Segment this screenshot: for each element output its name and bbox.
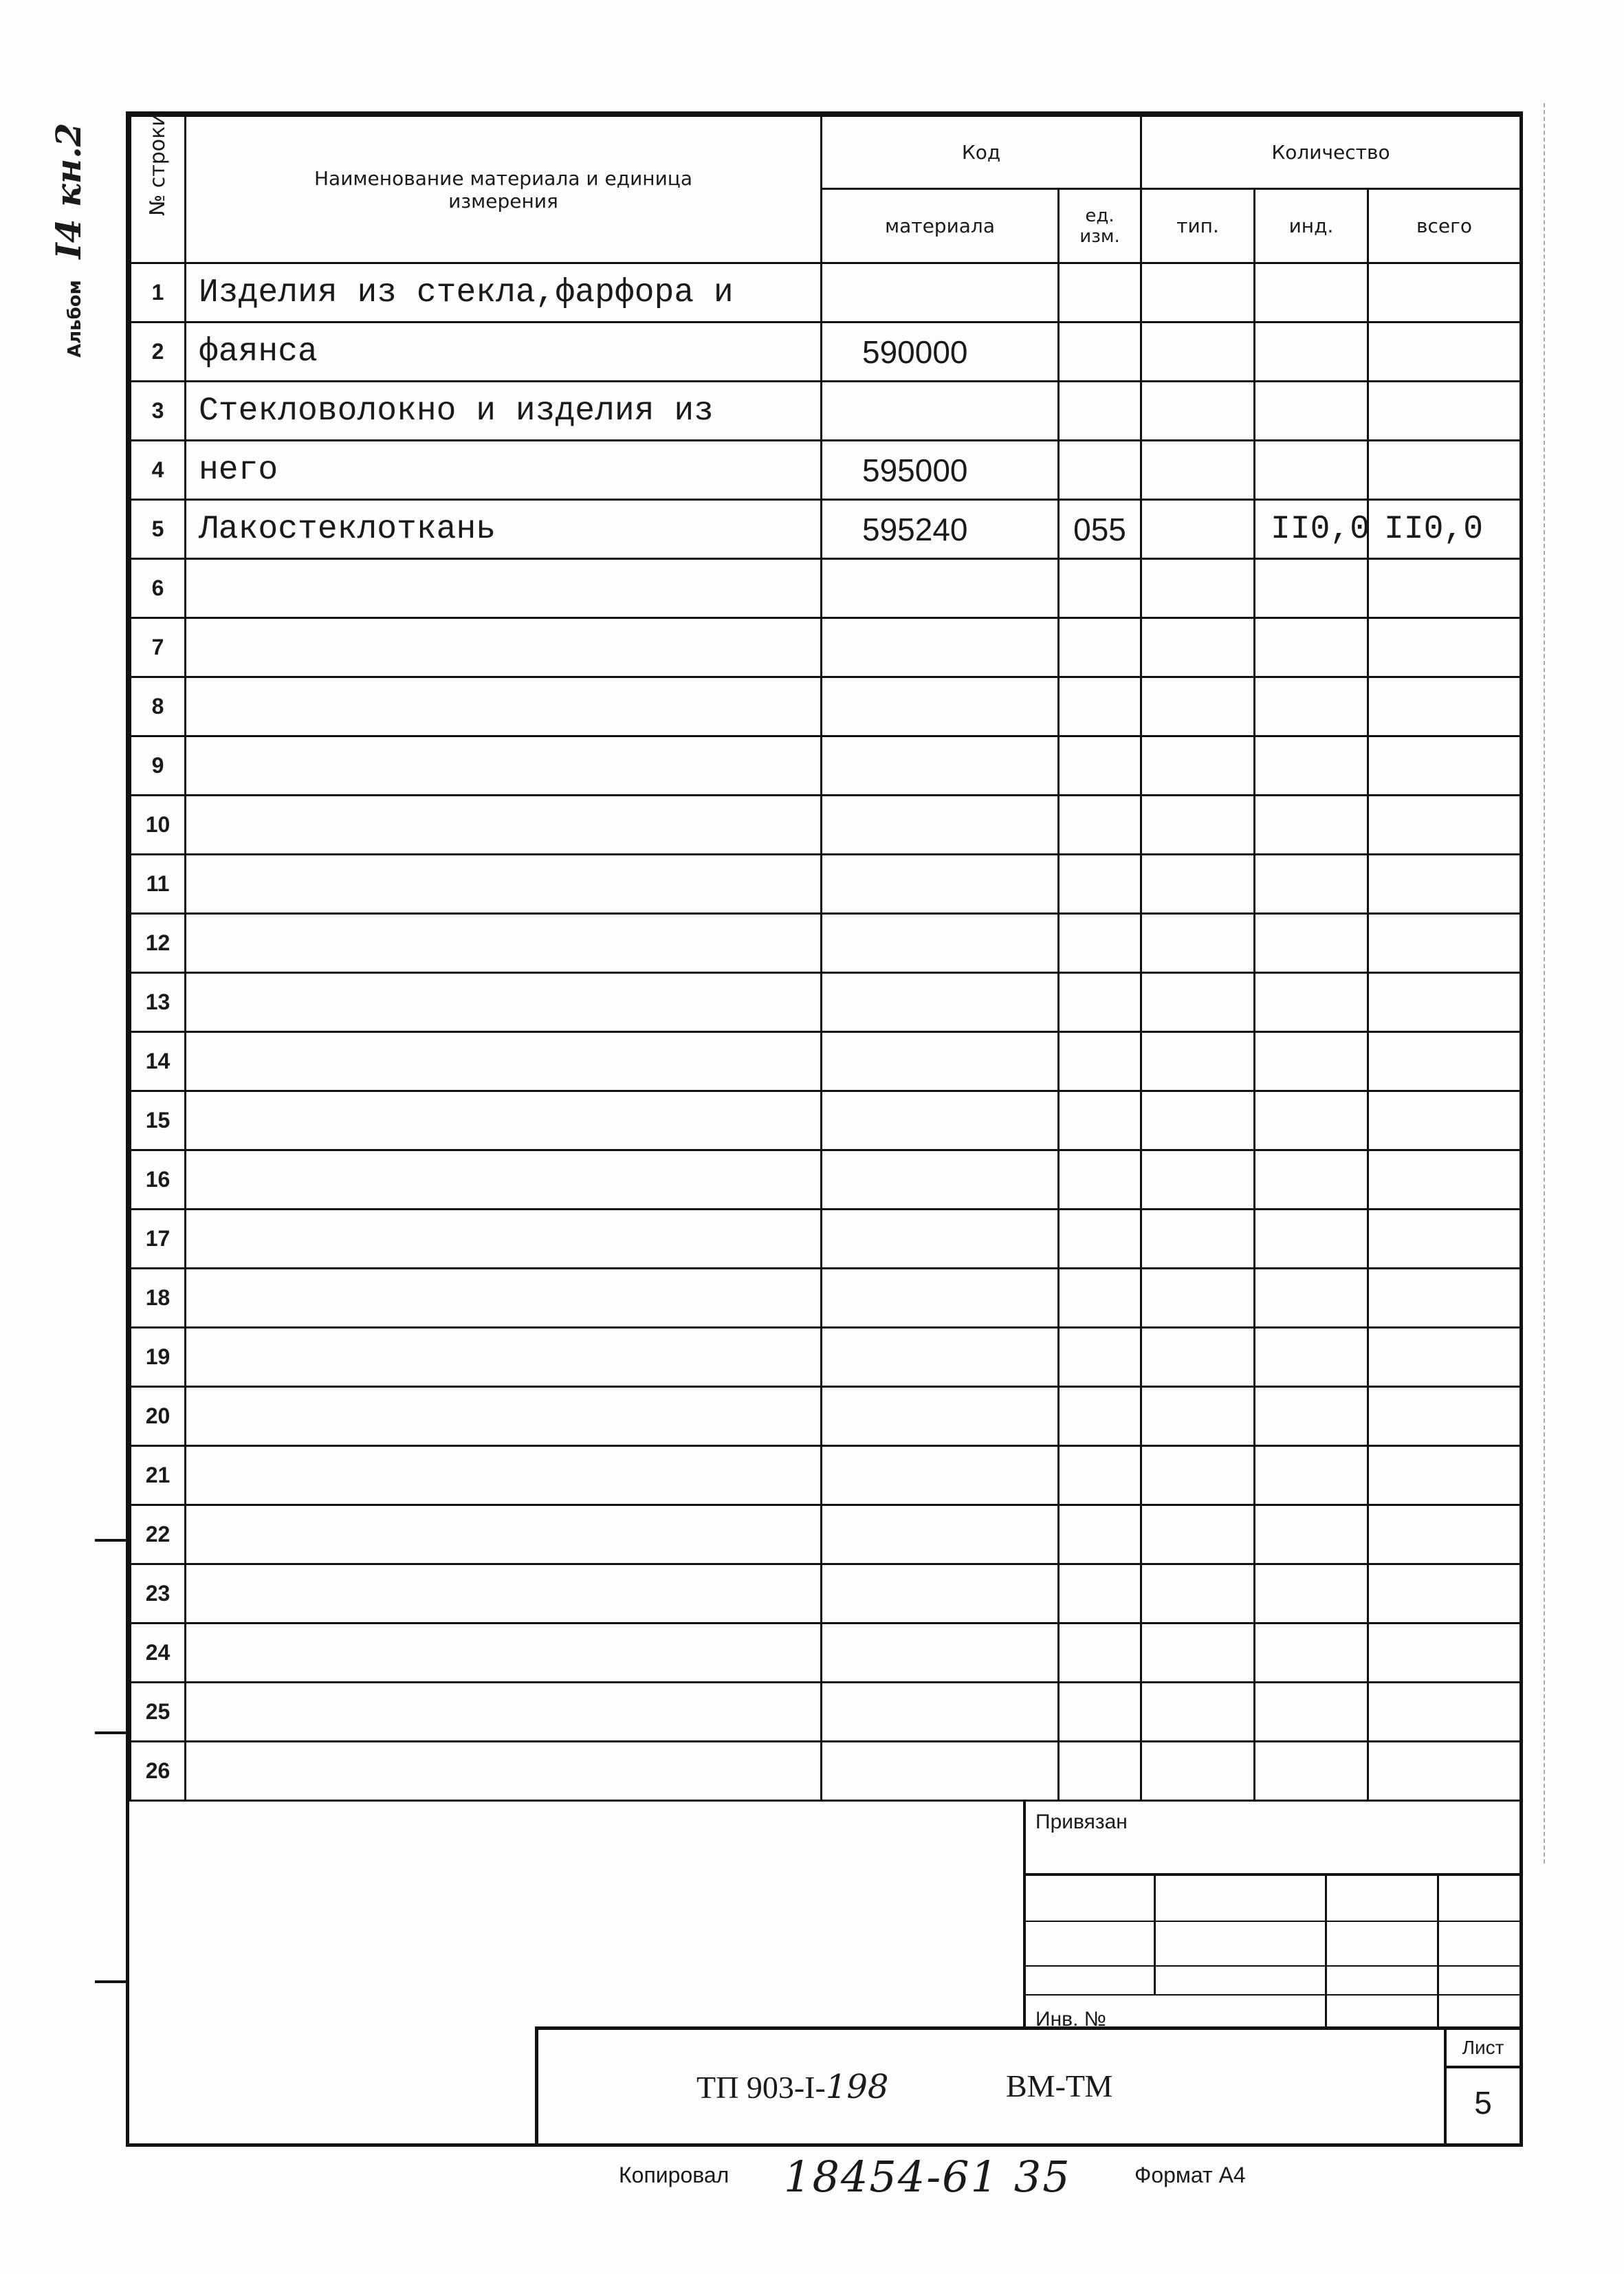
material-name-cell bbox=[186, 796, 822, 855]
material-code-cell: 590000 bbox=[822, 322, 1059, 382]
table-row bbox=[131, 1742, 1521, 1801]
qty-ind-cell bbox=[1255, 1210, 1368, 1269]
row-number-cell: 16 bbox=[131, 1150, 186, 1210]
grid-line bbox=[1026, 1921, 1519, 1922]
qty-type-cell bbox=[1141, 1150, 1255, 1210]
qty-total-cell bbox=[1368, 441, 1521, 500]
material-code-cell bbox=[822, 1091, 1059, 1150]
qty-ind-cell bbox=[1255, 1150, 1368, 1210]
qty-type-cell bbox=[1141, 1328, 1255, 1387]
row-number-cell: 23 bbox=[131, 1564, 186, 1623]
row-number-cell: 22 bbox=[131, 1505, 186, 1564]
table-row bbox=[131, 441, 1521, 500]
material-name-cell bbox=[186, 618, 822, 677]
unit-code-cell bbox=[1059, 1091, 1141, 1150]
qty-type-cell bbox=[1141, 1269, 1255, 1328]
qty-total-cell bbox=[1368, 1683, 1521, 1742]
qty-total-cell bbox=[1368, 736, 1521, 796]
material-name-cell bbox=[186, 1623, 822, 1683]
unit-code-cell bbox=[1059, 1387, 1141, 1446]
unit-code-cell bbox=[1059, 1269, 1141, 1328]
qty-ind-cell bbox=[1255, 1269, 1368, 1328]
row-number-cell: 10 bbox=[131, 796, 186, 855]
material-code-cell bbox=[822, 736, 1059, 796]
row-number-cell: 1 bbox=[131, 263, 186, 322]
unit-code-cell bbox=[1059, 1210, 1141, 1269]
qty-total-cell bbox=[1368, 1623, 1521, 1683]
table-row bbox=[131, 1210, 1521, 1269]
qty-ind-cell bbox=[1255, 1683, 1368, 1742]
qty-total-cell bbox=[1368, 855, 1521, 914]
row-number-cell: 13 bbox=[131, 973, 186, 1032]
material-name-cell bbox=[186, 1328, 822, 1387]
table-row bbox=[131, 618, 1521, 677]
qty-type-cell bbox=[1141, 441, 1255, 500]
code-group-header: Код bbox=[822, 116, 1141, 189]
table-row bbox=[131, 500, 1521, 559]
row-number-cell: 19 bbox=[131, 1328, 186, 1387]
qty-type-cell bbox=[1141, 1091, 1255, 1150]
quantity-group-header: Количество bbox=[1141, 116, 1521, 189]
row-number-cell: 4 bbox=[131, 441, 186, 500]
unit-code-cell bbox=[1059, 1328, 1141, 1387]
unit-code-cell bbox=[1059, 1623, 1141, 1683]
qty-total-cell bbox=[1368, 1091, 1521, 1150]
unit-code-cell bbox=[1059, 441, 1141, 500]
material-code-cell bbox=[822, 1032, 1059, 1091]
code-material-header: материала bbox=[822, 189, 1059, 263]
unit-code-cell bbox=[1059, 1742, 1141, 1801]
qty-total-cell: II0,0 bbox=[1368, 500, 1521, 559]
table-row bbox=[131, 1150, 1521, 1210]
table-row bbox=[131, 1683, 1521, 1742]
material-name-cell: фаянса bbox=[186, 322, 822, 382]
material-code-cell bbox=[822, 796, 1059, 855]
qty-total-cell bbox=[1368, 1505, 1521, 1564]
material-name-cell bbox=[186, 1269, 822, 1328]
material-code-cell bbox=[822, 973, 1059, 1032]
qty-type-cell bbox=[1141, 382, 1255, 441]
table-row bbox=[131, 559, 1521, 618]
qty-ind-cell bbox=[1255, 618, 1368, 677]
qty-type-cell bbox=[1141, 1742, 1255, 1801]
binding-box bbox=[1023, 1801, 1519, 2031]
row-number-cell: 11 bbox=[131, 855, 186, 914]
material-code-cell bbox=[822, 1446, 1059, 1505]
format-label: Формат А4 bbox=[1134, 2163, 1246, 2187]
table-row bbox=[131, 1564, 1521, 1623]
qty-total-cell bbox=[1368, 322, 1521, 382]
qty-type-cell bbox=[1141, 1623, 1255, 1683]
qty-ind-cell bbox=[1255, 1564, 1368, 1623]
qty-total-cell bbox=[1368, 1328, 1521, 1387]
qty-ind-cell: II0,0 bbox=[1255, 500, 1368, 559]
qty-total-cell bbox=[1368, 914, 1521, 973]
material-name-cell: Изделия из стекла,фарфора и bbox=[186, 263, 822, 322]
title-block bbox=[535, 2026, 1519, 2143]
qty-type-cell bbox=[1141, 1446, 1255, 1505]
qty-type-cell bbox=[1141, 1505, 1255, 1564]
row-number-cell: 26 bbox=[131, 1742, 186, 1801]
qty-total-cell bbox=[1368, 677, 1521, 736]
qty-total-cell bbox=[1368, 1150, 1521, 1210]
unit-code-cell bbox=[1059, 1564, 1141, 1623]
code-unit-header: ед. изм. bbox=[1059, 189, 1141, 263]
table-row bbox=[131, 796, 1521, 855]
margin-tick bbox=[95, 1539, 129, 1542]
qty-total-cell bbox=[1368, 263, 1521, 322]
qty-total-cell bbox=[1368, 1387, 1521, 1446]
row-number-cell: 6 bbox=[131, 559, 186, 618]
table-row bbox=[131, 855, 1521, 914]
unit-code-cell bbox=[1059, 914, 1141, 973]
grid-line bbox=[1437, 1876, 1439, 2029]
stamp-area bbox=[129, 1801, 1519, 2143]
material-code-cell bbox=[822, 1742, 1059, 1801]
material-name-cell bbox=[186, 1150, 822, 1210]
album-number: I4 кн.2 bbox=[48, 122, 89, 259]
qty-total-cell bbox=[1368, 796, 1521, 855]
unit-code-cell bbox=[1059, 1683, 1141, 1742]
material-code-cell: 595000 bbox=[822, 441, 1059, 500]
qty-type-cell bbox=[1141, 1683, 1255, 1742]
qty-type-cell bbox=[1141, 677, 1255, 736]
material-code-cell bbox=[822, 677, 1059, 736]
row-number-cell: 8 bbox=[131, 677, 186, 736]
sheet-number: 5 bbox=[1474, 2085, 1492, 2121]
unit-code-cell bbox=[1059, 855, 1141, 914]
material-name-cell bbox=[186, 1032, 822, 1091]
document-mark: ВМ-ТМ bbox=[1006, 2068, 1113, 2103]
row-number-cell: 12 bbox=[131, 914, 186, 973]
qty-type-cell bbox=[1141, 500, 1255, 559]
qty-ind-cell bbox=[1255, 855, 1368, 914]
right-margin-rule bbox=[1544, 103, 1545, 1863]
row-number-cell: 24 bbox=[131, 1623, 186, 1683]
sheet-number-box bbox=[1444, 2030, 1519, 2143]
album-side-label bbox=[48, 123, 89, 358]
grid-line bbox=[1325, 1876, 1327, 2029]
material-code-cell bbox=[822, 1623, 1059, 1683]
qty-ind-cell bbox=[1255, 263, 1368, 322]
table-row bbox=[131, 263, 1521, 322]
material-name-cell bbox=[186, 1564, 822, 1623]
material-code-cell bbox=[822, 1387, 1059, 1446]
qty-ind-cell bbox=[1255, 559, 1368, 618]
qty-type-cell bbox=[1141, 559, 1255, 618]
material-name-cell bbox=[186, 855, 822, 914]
material-name-cell: Лакостеклоткань bbox=[186, 500, 822, 559]
unit-code-cell bbox=[1059, 736, 1141, 796]
row-number-cell: 15 bbox=[131, 1091, 186, 1150]
qty-ind-cell bbox=[1255, 1623, 1368, 1683]
qty-type-cell bbox=[1141, 1564, 1255, 1623]
unit-code-cell bbox=[1059, 618, 1141, 677]
margin-tick bbox=[95, 1731, 129, 1734]
form-frame bbox=[126, 111, 1523, 2147]
row-number-cell: 9 bbox=[131, 736, 186, 796]
material-code-cell bbox=[822, 1505, 1059, 1564]
table-row bbox=[131, 1505, 1521, 1564]
qty-type-cell bbox=[1141, 914, 1255, 973]
material-name-cell bbox=[186, 1742, 822, 1801]
material-name-cell bbox=[186, 1210, 822, 1269]
qty-type-cell bbox=[1141, 618, 1255, 677]
table-row bbox=[131, 1269, 1521, 1328]
qty-ind-cell bbox=[1255, 322, 1368, 382]
unit-code-cell bbox=[1059, 1032, 1141, 1091]
material-name-cell bbox=[186, 1387, 822, 1446]
row-number-cell: 25 bbox=[131, 1683, 186, 1742]
row-number-header: № строки bbox=[131, 116, 186, 263]
qty-total-cell bbox=[1368, 1446, 1521, 1505]
qty-total-cell bbox=[1368, 1269, 1521, 1328]
material-name-cell bbox=[186, 1505, 822, 1564]
material-name-cell bbox=[186, 914, 822, 973]
qty-total-cell bbox=[1368, 382, 1521, 441]
qty-ind-cell bbox=[1255, 1328, 1368, 1387]
row-number-cell: 5 bbox=[131, 500, 186, 559]
row-number-cell: 3 bbox=[131, 382, 186, 441]
unit-code-cell bbox=[1059, 677, 1141, 736]
table-row bbox=[131, 382, 1521, 441]
qty-ind-cell bbox=[1255, 1446, 1368, 1505]
qty-total-header: всего bbox=[1368, 189, 1521, 263]
material-name-cell bbox=[186, 1683, 822, 1742]
material-name-header: Наименование материала и единица измерения bbox=[186, 116, 822, 263]
qty-total-cell bbox=[1368, 1032, 1521, 1091]
table-row bbox=[131, 736, 1521, 796]
material-name-cell bbox=[186, 559, 822, 618]
qty-total-cell bbox=[1368, 973, 1521, 1032]
grid-line bbox=[1026, 1994, 1519, 1996]
unit-code-cell bbox=[1059, 1446, 1141, 1505]
document-code: ТП 903-I-198 bbox=[696, 2068, 889, 2106]
qty-ind-header: инд. bbox=[1255, 189, 1368, 263]
grid-line bbox=[1154, 1876, 1156, 1994]
table-row bbox=[131, 1091, 1521, 1150]
material-code-cell bbox=[822, 855, 1059, 914]
qty-ind-cell bbox=[1255, 382, 1368, 441]
material-code-cell bbox=[822, 914, 1059, 973]
material-code-cell bbox=[822, 559, 1059, 618]
material-code-cell bbox=[822, 1564, 1059, 1623]
qty-total-cell bbox=[1368, 559, 1521, 618]
qty-ind-cell bbox=[1255, 1505, 1368, 1564]
material-code-cell bbox=[822, 1683, 1059, 1742]
material-code-cell bbox=[822, 382, 1059, 441]
binding-grid bbox=[1026, 1873, 1519, 2029]
qty-ind-cell bbox=[1255, 1032, 1368, 1091]
material-name-cell: него bbox=[186, 441, 822, 500]
unit-code-cell bbox=[1059, 559, 1141, 618]
qty-ind-cell bbox=[1255, 1387, 1368, 1446]
unit-code-cell bbox=[1059, 1150, 1141, 1210]
table-row bbox=[131, 1387, 1521, 1446]
row-number-cell: 17 bbox=[131, 1210, 186, 1269]
unit-code-cell bbox=[1059, 1505, 1141, 1564]
material-name-cell: Стекловолокно и изделия из bbox=[186, 382, 822, 441]
qty-type-cell bbox=[1141, 736, 1255, 796]
material-code-cell bbox=[822, 1328, 1059, 1387]
material-name-cell bbox=[186, 1446, 822, 1505]
qty-ind-cell bbox=[1255, 796, 1368, 855]
qty-ind-cell bbox=[1255, 1742, 1368, 1801]
materials-table bbox=[129, 115, 1522, 1802]
qty-total-cell bbox=[1368, 618, 1521, 677]
document-code-handwritten: 198 bbox=[825, 2068, 889, 2106]
row-number-cell: 7 bbox=[131, 618, 186, 677]
qty-type-cell bbox=[1141, 1387, 1255, 1446]
material-name-cell bbox=[186, 677, 822, 736]
qty-type-cell bbox=[1141, 796, 1255, 855]
qty-ind-cell bbox=[1255, 973, 1368, 1032]
unit-code-cell bbox=[1059, 973, 1141, 1032]
qty-total-cell bbox=[1368, 1742, 1521, 1801]
copied-by-label: Копировал bbox=[619, 2163, 729, 2187]
table-row bbox=[131, 973, 1521, 1032]
unit-code-cell bbox=[1059, 322, 1141, 382]
material-code-cell: 595240 bbox=[822, 500, 1059, 559]
table-row bbox=[131, 914, 1521, 973]
qty-total-cell bbox=[1368, 1564, 1521, 1623]
qty-ind-cell bbox=[1255, 914, 1368, 973]
unit-code-cell bbox=[1059, 382, 1141, 441]
row-number-cell: 21 bbox=[131, 1446, 186, 1505]
row-number-cell: 14 bbox=[131, 1032, 186, 1091]
row-number-cell: 20 bbox=[131, 1387, 186, 1446]
material-code-cell bbox=[822, 618, 1059, 677]
table-row bbox=[131, 1032, 1521, 1091]
qty-type-cell bbox=[1141, 1032, 1255, 1091]
material-code-cell bbox=[822, 1210, 1059, 1269]
sheet-label: Лист bbox=[1447, 2030, 1519, 2068]
qty-type-cell bbox=[1141, 973, 1255, 1032]
album-label: Альбом bbox=[65, 280, 85, 358]
row-number-cell: 2 bbox=[131, 322, 186, 382]
material-name-cell bbox=[186, 736, 822, 796]
grid-line bbox=[1026, 1965, 1519, 1967]
table-row bbox=[131, 1623, 1521, 1683]
material-code-cell bbox=[822, 263, 1059, 322]
material-code-cell bbox=[822, 1269, 1059, 1328]
margin-tick bbox=[95, 1980, 129, 1983]
qty-ind-cell bbox=[1255, 736, 1368, 796]
qty-ind-cell bbox=[1255, 441, 1368, 500]
table-row bbox=[131, 322, 1521, 382]
qty-ind-cell bbox=[1255, 1091, 1368, 1150]
binding-label: Привязан bbox=[1035, 1811, 1128, 1833]
row-number-cell: 18 bbox=[131, 1269, 186, 1328]
material-code-cell bbox=[822, 1150, 1059, 1210]
table-row bbox=[131, 677, 1521, 736]
handwritten-copy-number: 18454-61 35 bbox=[784, 2152, 1071, 2202]
qty-type-header: тип. bbox=[1141, 189, 1255, 263]
qty-type-cell bbox=[1141, 322, 1255, 382]
material-name-cell bbox=[186, 1091, 822, 1150]
unit-code-cell bbox=[1059, 796, 1141, 855]
table-row bbox=[131, 1328, 1521, 1387]
unit-code-cell: 055 bbox=[1059, 500, 1141, 559]
qty-total-cell bbox=[1368, 1210, 1521, 1269]
qty-ind-cell bbox=[1255, 677, 1368, 736]
qty-type-cell bbox=[1141, 1210, 1255, 1269]
qty-type-cell bbox=[1141, 855, 1255, 914]
inventory-number-label: Инв. № bbox=[1035, 2008, 1106, 2031]
qty-type-cell bbox=[1141, 263, 1255, 322]
page-footer bbox=[0, 2152, 1624, 2211]
material-name-cell bbox=[186, 973, 822, 1032]
table-row bbox=[131, 1446, 1521, 1505]
unit-code-cell bbox=[1059, 263, 1141, 322]
